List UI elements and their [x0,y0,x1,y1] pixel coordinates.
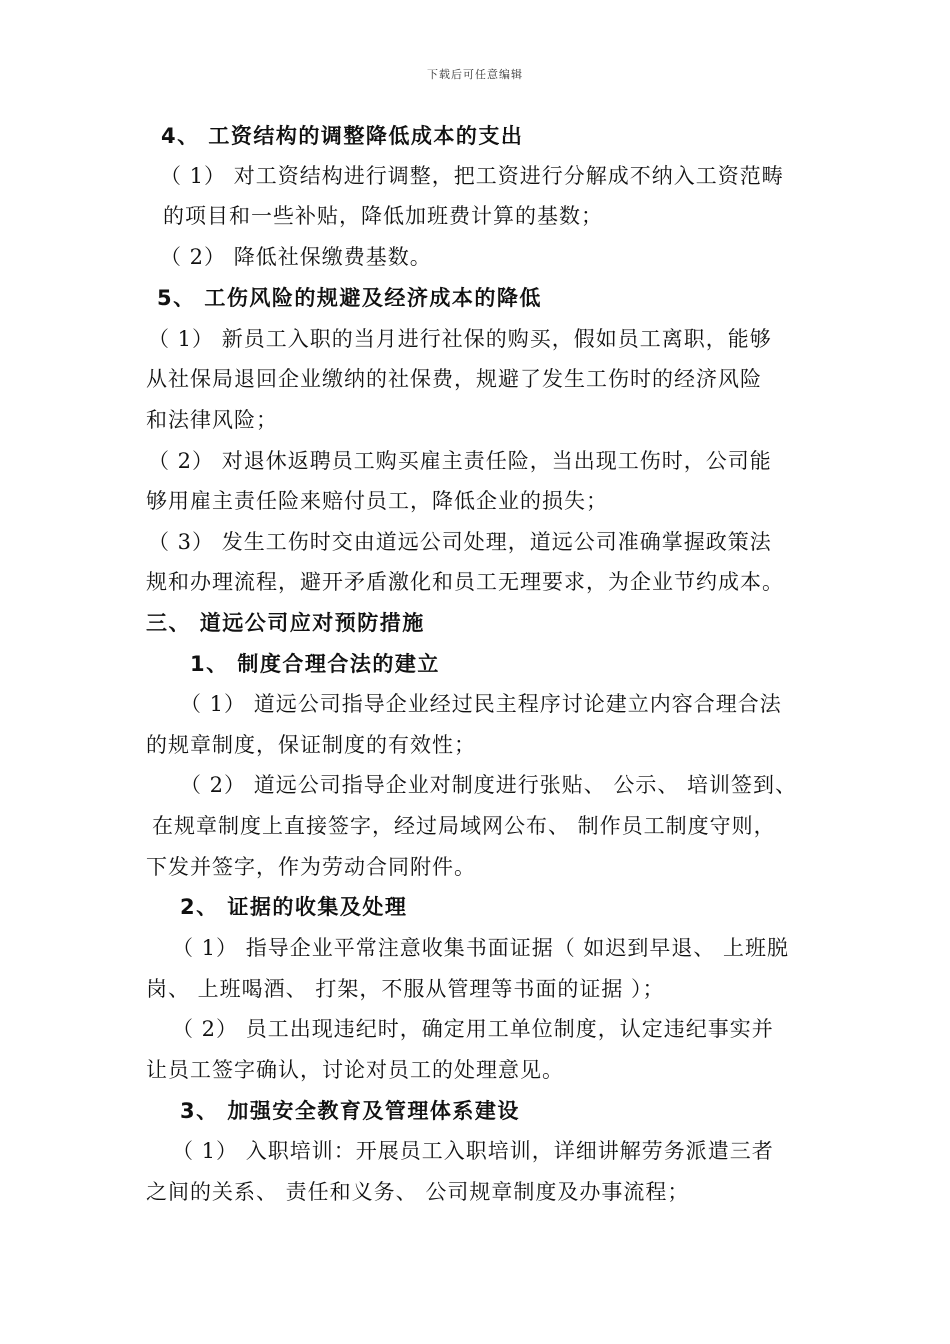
section-heading-5: 5、 工伤风险的规避及经济成本的降低 [157,286,542,310]
paragraph-line: 岗、 上班喝酒、 打架，不服从管理等书面的证据 ）； [146,977,665,1001]
paragraph-line: 的项目和一些补贴，降低加班费计算的基数； [163,204,603,228]
paragraph-line: （ 2） 员工出现违纪时，确定用工单位制度，认定违纪事实并 [172,1017,774,1041]
paragraph-line: （ 1） 指导企业平常注意收集书面证据（ 如迟到早退、 上班脱 [172,936,790,960]
page-header: 下载后可任意编辑 [427,68,523,81]
paragraph-line: （ 1） 对工资结构进行调整，把工资进行分解成不纳入工资范畴 [160,164,784,188]
paragraph-line: 下发并签字，作为劳动合同附件。 [146,855,476,879]
paragraph-line: （ 2） 道远公司指导企业对制度进行张贴、 公示、 培训签到、 [180,773,798,797]
paragraph-line: （ 1） 新员工入职的当月进行社保的购买，假如员工离职，能够 [148,327,772,351]
paragraph-line: 在规章制度上直接签字，经过局域网公布、 制作员工制度守则， [152,814,776,838]
paragraph-line: 之间的关系、 责任和义务、 公司规章制度及办事流程； [146,1180,690,1204]
paragraph-line: （ 2） 对退休返聘员工购买雇主责任险，当出现工伤时，公司能 [148,449,772,473]
paragraph-line: （ 3） 发生工伤时交由道远公司处理，道远公司准确掌握政策法 [148,530,772,554]
paragraph-line: 和法律风险； [146,408,278,432]
paragraph-line: 够用雇主责任险来赔付员工，降低企业的损失； [146,489,608,513]
paragraph-line: （ 1） 道远公司指导企业经过民主程序讨论建立内容合理合法 [180,692,782,716]
paragraph-line: 的规章制度，保证制度的有效性； [146,733,476,757]
chapter-heading-3: 三、 道远公司应对预防措施 [146,611,425,635]
subsection-heading-3: 3、 加强安全教育及管理体系建设 [180,1099,520,1123]
subsection-heading-1: 1、 制度合理合法的建立 [190,652,440,676]
paragraph-line: （ 1） 入职培训：开展员工入职培训，详细讲解劳务派遣三者 [172,1139,774,1163]
section-heading-4: 4、 工资结构的调整降低成本的支出 [161,124,524,148]
paragraph-line: 让员工签字确认，讨论对员工的处理意见。 [146,1058,564,1082]
paragraph-line: （ 2） 降低社保缴费基数。 [160,245,432,269]
subsection-heading-2: 2、 证据的收集及处理 [180,895,408,919]
paragraph-line: 从社保局退回企业缴纳的社保费，规避了发生工伤时的经济风险 [146,367,762,391]
paragraph-line: 规和办理流程，避开矛盾激化和员工无理要求，为企业节约成本。 [146,570,784,594]
